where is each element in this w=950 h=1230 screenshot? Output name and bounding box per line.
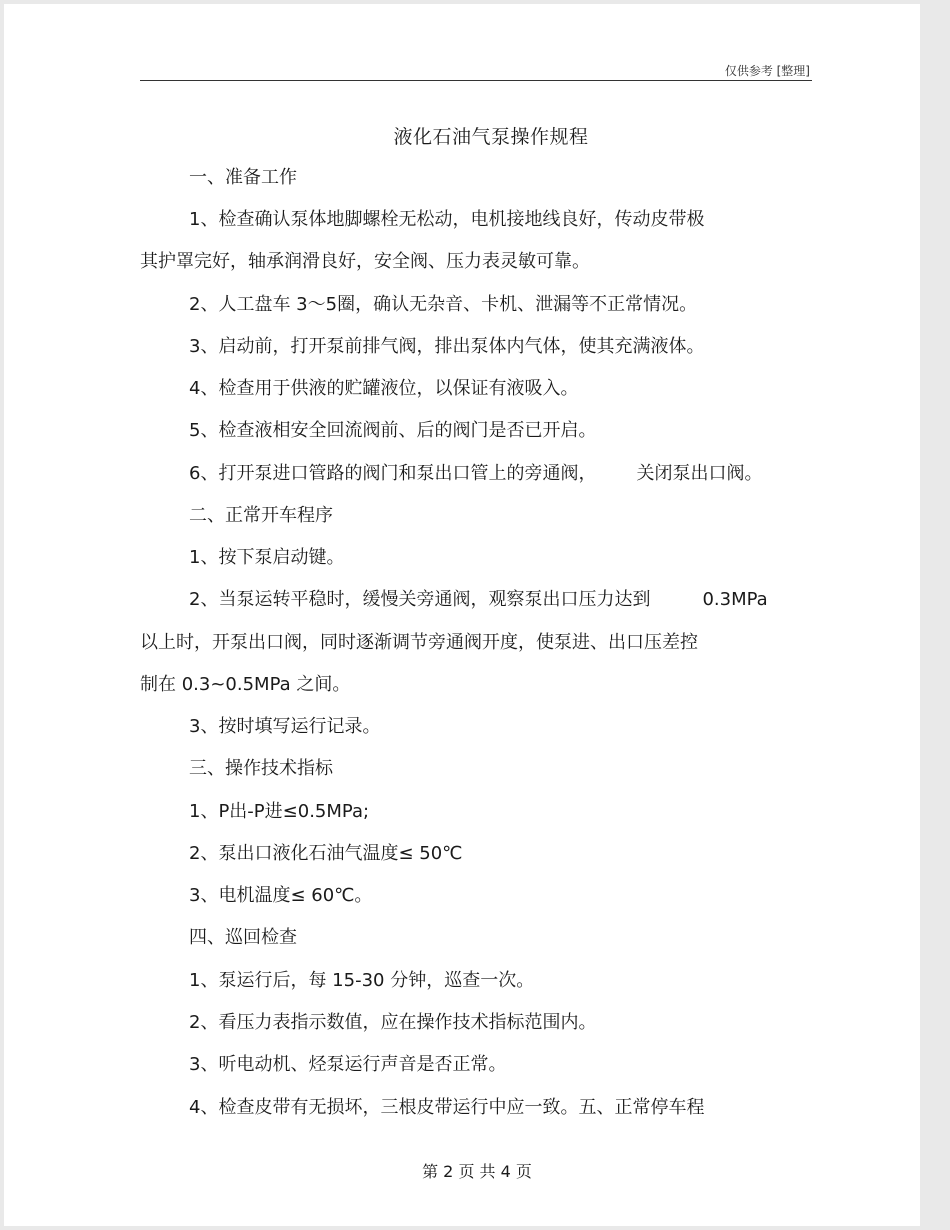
paragraph-line: 其护罩完好，轴承润滑良好，安全阀、压力表灵敏可靠。	[140, 251, 590, 272]
document-page	[4, 4, 920, 1226]
paragraph-line: 2、看压力表指示数值，应在操作技术指标范围内。	[189, 1012, 597, 1033]
text-segment: 关闭泵出口阀。	[636, 463, 763, 484]
paragraph-line	[189, 588, 768, 612]
header-rule	[140, 80, 812, 81]
section-heading: 一、准备工作	[189, 167, 297, 188]
paragraph-line: 1、按下泵启动键。	[189, 547, 345, 568]
paragraph-line: 2、人工盘车 3～5圈，确认无杂音、卡机、泄漏等不正常情况。	[189, 294, 698, 315]
text-segment: 6、打开泵进口管路的阀门和泵出口管上的旁通阀，	[189, 463, 597, 484]
header-note: 仅供参考 [整理]	[724, 64, 810, 78]
text-segment: 0.3MPa	[702, 589, 768, 610]
section-heading: 三、操作技术指标	[189, 758, 333, 779]
paragraph-line: 1、泵运行后，每 15-30 分钟，巡查一次。	[189, 970, 535, 991]
paragraph-line	[189, 462, 762, 486]
document-title: 液化石油气泵操作规程	[393, 126, 589, 148]
paragraph-line: 制在 0.3~0.5MPa 之间。	[140, 674, 351, 695]
paragraph-line: 3、听电动机、烃泵运行声音是否正常。	[189, 1054, 507, 1075]
paragraph-line: 4、检查皮带有无损坏，三根皮带运行中应一致。五、正常停车程	[189, 1097, 705, 1118]
paragraph-line: 1、检查确认泵体地脚螺栓无松动，电机接地线良好，传动皮带极	[189, 209, 705, 230]
paragraph-line: 1、P出-P进≤0.5MPa;	[189, 801, 370, 822]
section-heading: 二、正常开车程序	[189, 505, 333, 526]
text-segment: 2、当泵运转平稳时，缓慢关旁通阀，观察泵出口压力达到	[189, 589, 651, 610]
paragraph-line: 3、电机温度≤ 60℃。	[189, 885, 373, 906]
paragraph-line: 5、检查液相安全回流阀前、后的阀门是否已开启。	[189, 420, 597, 441]
paragraph-line: 4、检查用于供液的贮罐液位，以保证有液吸入。	[189, 378, 579, 399]
page-footer: 第 2 页 共 4 页	[422, 1162, 532, 1181]
paragraph-line: 以上时，开泵出口阀，同时逐渐调节旁通阀开度，使泵进、出口压差控	[140, 632, 698, 653]
paragraph-line: 3、按时填写运行记录。	[189, 716, 381, 737]
section-heading: 四、巡回检查	[189, 927, 297, 948]
paragraph-line: 3、启动前，打开泵前排气阀，排出泵体内气体，使其充满液体。	[189, 336, 705, 357]
paragraph-line: 2、泵出口液化石油气温度≤ 50℃	[189, 843, 463, 864]
